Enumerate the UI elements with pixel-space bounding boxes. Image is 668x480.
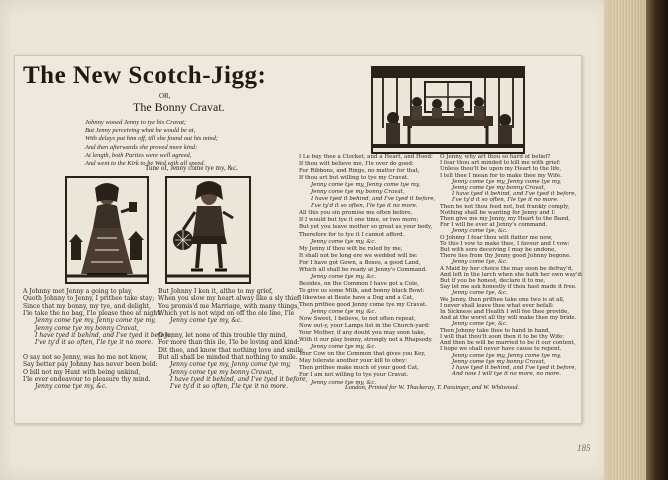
- chorus-line: Jenny come tye my, Jenny come tye my,: [170, 361, 291, 369]
- ballad-or: OR,: [159, 92, 171, 100]
- verse-line: Therefore for to tye it I cannot afford.: [299, 231, 405, 238]
- chorus-line: Jenny come tye my bonny Cravat,: [170, 368, 274, 376]
- verse-line: And at the worst all thy will make thee my bride.: [440, 315, 577, 322]
- verse-line: But all shall be minded that nothing to smile.: [158, 354, 298, 362]
- chorus-line: Jenny come tye my bonny Cravat,: [35, 324, 139, 332]
- chorus-line: Jenny come tye my bonny Cravat,: [311, 189, 405, 196]
- chorus-line: Jenny come tye my, &c.: [311, 309, 377, 316]
- verse-line: For I will be ever at Jenny's command.: [440, 222, 548, 229]
- chorus-line: I've ty'd it so often, I'le tye it no more.: [170, 383, 289, 391]
- chorus-line: I've ty'd it so often, I'le tye it no more.: [452, 197, 559, 204]
- verse-line: O Jenny, let none of this trouble thy mind,: [158, 332, 288, 340]
- chorus-line: Jenny come tye my bonny Cravat,: [452, 358, 546, 365]
- chorus-line: I have tyed it behind, and I've tyed it before,: [35, 332, 173, 340]
- verse-line: If thou art but willing to tye my Cravat.: [299, 175, 409, 182]
- tune-line: Tune of, Jenny come tye my, &c.: [145, 164, 238, 172]
- verse-line: Besides, on the Common I have got a Cole,: [299, 280, 419, 287]
- verse-line: When you slow my heart alway like a sly thief:: [158, 295, 302, 303]
- verse-line: Then prithee make much of your good Cat,: [299, 365, 419, 372]
- chorus-line: I've ty'd it so often, I'le tye it no more.: [35, 339, 154, 347]
- verse-line: I'le ever endeavour to pleasure thy mind.: [23, 376, 151, 384]
- verse-line: For Ribbons, and Rings, no matter for that,: [299, 168, 420, 175]
- chorus-line: Jenny come tye, &c.: [452, 228, 508, 235]
- intro-line: And went to the Kirk to be Wed with all speed.: [85, 160, 206, 168]
- verse-line: O Johnny I fear thou wilt flatter me now,: [440, 234, 553, 241]
- verse-line: Quoth Johnny to Jenny, I prithee take stay;: [23, 295, 155, 303]
- chorus-line: I have tyed it behind, and I've tyed it before,: [452, 191, 577, 198]
- chorus-line: Jenny come tye, &c.: [452, 290, 508, 297]
- verse-line: Then be not thou feed not, but frankly comply,: [440, 203, 570, 210]
- verse-line: All this you sin promise me often before,: [299, 210, 413, 217]
- woodcut-woman-image: [65, 176, 149, 284]
- chorus-line: I have tyed it behind, and I've tyed it before,: [170, 376, 308, 384]
- chorus-line: I have tyed it behind, and I've tyed it before,: [311, 196, 436, 203]
- ballad-subtitle: The Bonny Cravat.: [133, 100, 225, 114]
- chorus-line: I've ty'd it so often, I'le tye it no more.: [311, 203, 418, 210]
- verse-line: Say better pay Johnny has never been bold:: [23, 361, 158, 369]
- verse-line: Which yet is not wipd on off the ole line, I'le: [158, 310, 295, 318]
- verse-line: I tell thee I mean for to make thee my Wife.: [440, 172, 562, 179]
- verse-line: There lies from thy Jenny good Johnny begone.: [440, 253, 571, 260]
- ballad-intro: [85, 119, 335, 168]
- page-edges: [612, 0, 646, 480]
- verse-line: Now out-y, your Lamps list in the Church-yard:: [299, 323, 430, 330]
- verse-spacer: [158, 325, 308, 332]
- verse-line: It shall not be long ere we wedded will be:: [299, 252, 418, 259]
- chorus-line: Jenny come tye my, &c.: [311, 273, 377, 280]
- verse-spacer: [23, 347, 173, 354]
- chorus-line: Jenny come tye my, &c.: [311, 238, 377, 245]
- chorus-line: Jenny come tye my, Jenny come tye my,: [452, 352, 562, 359]
- chorus-line: Jenny come tye my, Jenny come tye my,: [35, 317, 156, 325]
- verse-line: Your Cow on the Common that gives you Key,: [299, 351, 426, 358]
- intro-line: But Jenny perceiving what he would be at,: [85, 127, 196, 135]
- verse-line: O say not so Jenny, was ho me not know,: [23, 354, 148, 362]
- verse-line: Nothing shall be wanting for Jenny and I:: [440, 209, 556, 216]
- verse-line: Unless thou'lt be upon my Heart to the life,: [440, 166, 562, 173]
- chorus-line: And now I will tye it no more, no more.: [452, 371, 562, 378]
- verse-line: I will that thou'lt soon then it to be thy Wife:: [440, 333, 565, 340]
- verse-line: With it our play bonny, strongly not a Rhapsody.: [299, 337, 433, 344]
- verse-line: Which all shall be ready at Jenny's Command.: [299, 266, 427, 273]
- verse-line: Now Sweet, I believe, to not often repeat,: [299, 316, 416, 323]
- verse-line: In Sickness and Health I will fee thee provide,: [440, 309, 570, 316]
- folio-number: 185: [577, 443, 591, 453]
- verse-line: But yet you leave mother so great as your body,: [299, 224, 433, 231]
- verse-line: You promis'd me Marriage, with many things,: [158, 302, 300, 310]
- verse-line: For more than this ile, I'le be loving and kind:: [158, 339, 300, 347]
- intro-line: Johnny wooed Jenny to tye his Cravat;: [85, 119, 187, 126]
- woodcut-interior-scene-image: [371, 66, 525, 154]
- verse-line: Then give me my Jenny, my Heart to the Band,: [440, 216, 570, 223]
- verse-line: I fear thou art minded to kill me with grief:: [440, 160, 561, 167]
- verse-line: For I have got Gown, a Boxes, a good Land,: [299, 259, 421, 266]
- chorus-line: Jenny come tye, &c.: [452, 321, 508, 328]
- verse-line: May tolerate another your kill to obey:: [299, 358, 407, 365]
- chorus-line: Jenny come tye my, Jenny come tye my,: [311, 182, 421, 189]
- ballad-sheet: [14, 55, 582, 424]
- verse-line: And left in the lurch when she hath her own way'd:: [440, 271, 583, 278]
- verse-line: O bill not my Hunt with being unkind,: [23, 368, 141, 376]
- verse-line: If thou wilt believe me, I'le over do good:: [299, 161, 414, 168]
- chorus-line: Jenny come tye my bonny Cravat,: [452, 185, 546, 192]
- ballad-title: The New Scotch-Jigg:: [23, 62, 267, 89]
- chorus-line: Jenny come tye my, &c.: [311, 344, 377, 351]
- verse-line: And then be will be married to be it our content,: [440, 340, 576, 347]
- verse-column-right-1: [299, 154, 435, 387]
- printer-imprint: London, Printed for W. Thackeray, T. Passinger, and W. Whitwood.: [345, 384, 520, 391]
- verse-line: O Jenny, why art thou so hard of belief?: [440, 154, 551, 160]
- verse-line: My Jenny if thou wilt be ruled by me,: [299, 245, 403, 252]
- verse-line: I hope we shall never have cause to repent.: [440, 346, 562, 353]
- chorus-line: Jenny come tye my, &c.: [170, 317, 243, 325]
- verse-line: I never shall leave thee what ever befall:: [440, 302, 554, 309]
- verse-column-right-2: [440, 154, 583, 377]
- chorus-line: Jenny come tye my, &c.: [35, 383, 108, 391]
- chorus-line: Jenny come tye, &c.: [452, 259, 508, 266]
- verse-line: Your Mother, if any doubt you may soon take,: [299, 330, 426, 337]
- book-spine: [604, 0, 668, 480]
- verse-line: I'le take the no bag, I'le please thee at night.: [23, 310, 162, 318]
- chorus-line: Jenny come tye my, &c.: [311, 379, 377, 386]
- verse-line: I Le buy thee a Clocket, and a Heart, and Hood:: [299, 154, 433, 160]
- verse-line: I likewise at Beate have a Dog and a Cat,: [299, 294, 414, 301]
- verse-line: But with sore deceiving I may be undone,: [440, 247, 557, 254]
- intro-line: And then afterwards she proved more kind:: [85, 143, 198, 151]
- verse-line: Say let me ask honestly if thou hast made it free.: [440, 284, 577, 291]
- verse-line: Dit thee, and know that nothing love and smile,: [158, 346, 305, 354]
- verse-line: To this I vow to make thee, I favour and I vow:: [440, 240, 570, 247]
- verse-column-left: [23, 288, 173, 391]
- verse-line: A Johnny met Jenny a going to play,: [23, 288, 133, 295]
- intro-line: With delays put him off, till she found out his mind;: [85, 135, 219, 143]
- verse-column-middle: [158, 288, 308, 391]
- chorus-line: I have tyed it behind, and I've tyed it before,: [452, 364, 577, 371]
- verse-line: But Johnny I ken it, altho to my grief,: [158, 288, 273, 295]
- verse-line: Then Johnny take thee to hand in hand,: [440, 327, 551, 334]
- verse-line: To give us some Milk, and bonny black Bowl:: [299, 287, 425, 294]
- verse-line: Then prithee good Jenny come tye my Cravat.: [299, 301, 427, 308]
- verse-line: But if you be honest, declare it to me,: [440, 278, 546, 285]
- chorus-line: Jenny come tye my, Jenny come tye my,: [452, 178, 562, 185]
- verse-line: Since that my bonny, my tye, and delight,: [23, 302, 152, 310]
- verse-line: We Jenny, then prithee take one two is at all,: [440, 296, 565, 303]
- intro-line: At length, both Parties were well agreed,: [85, 151, 192, 159]
- verse-line: If I would but tye it one time, or two more;: [299, 217, 419, 224]
- verse-line: For I am not willing to tye your Cravat.: [299, 372, 409, 379]
- verse-line: A Maid by her choice the may soon be defray'd,: [440, 265, 573, 272]
- woodcut-man-image: [165, 176, 251, 284]
